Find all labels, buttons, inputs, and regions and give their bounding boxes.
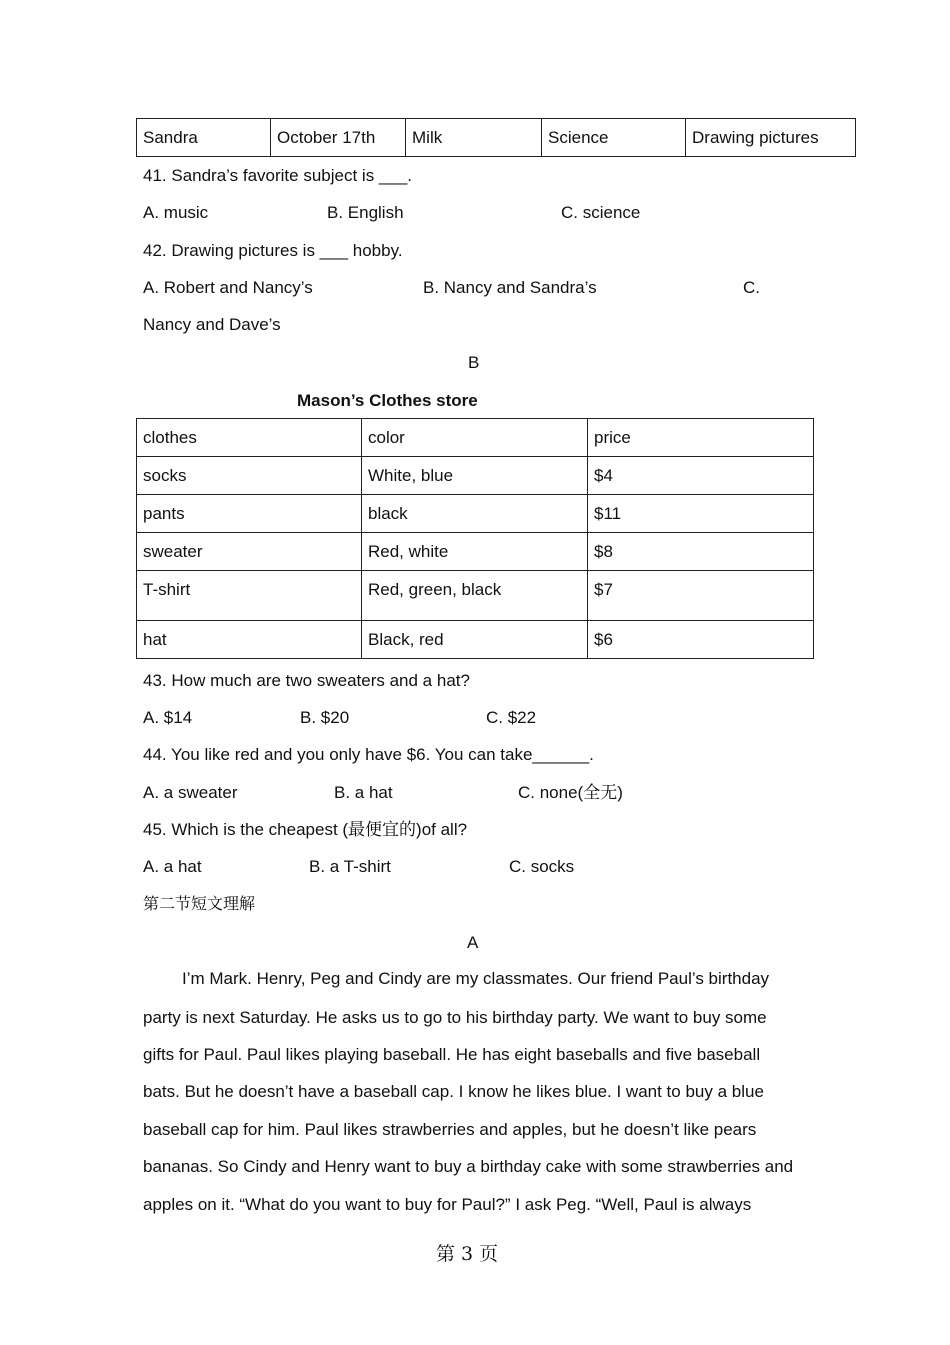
info-table: [136, 118, 856, 157]
option-c-text: Nancy and Dave’s: [143, 315, 281, 334]
question-41: 41. Sandra’s favorite subject is ___.: [143, 166, 413, 185]
passage-line: bats. But he doesn’t have a baseball cap. I know he likes blue. I want to buy a blue: [143, 1082, 764, 1101]
table-cell: $6: [588, 621, 814, 659]
table-cell: $4: [588, 457, 814, 495]
option-c: C. $22: [486, 708, 537, 727]
table-row: [137, 495, 814, 533]
question-43: 43. How much are two sweaters and a hat?: [143, 671, 470, 690]
section-heading-b: B: [468, 353, 480, 372]
table-cell: Sandra: [137, 119, 271, 157]
passage-line: I’m Mark. Henry, Peg and Cindy are my classmates. Our friend Paul’s birthday: [182, 969, 770, 988]
header-cell: color: [362, 419, 588, 457]
table-cell: hat: [137, 621, 362, 659]
part-heading: 第二节短文理解: [143, 894, 256, 913]
table-cell: Black, red: [362, 621, 588, 659]
passage-line: party is next Saturday. He asks us to go to his birthday party. We want to buy some: [143, 1008, 767, 1027]
option-a: A. a sweater: [143, 783, 238, 802]
table-cell: $7: [588, 571, 814, 621]
passage-line: apples on it. “What do you want to buy for Paul?” I ask Peg. “Well, Paul is always: [143, 1195, 752, 1214]
table-cell: T-shirt: [137, 571, 362, 621]
table-cell: black: [362, 495, 588, 533]
table-row: [137, 533, 814, 571]
option-b: B. a T-shirt: [309, 857, 391, 876]
option-a: A. music: [143, 203, 209, 222]
table-header-row: [137, 419, 814, 457]
section-heading-a: A: [467, 933, 479, 952]
passage-line: gifts for Paul. Paul likes playing baseball. He has eight baseballs and five baseball: [143, 1045, 761, 1064]
table-cell: White, blue: [362, 457, 588, 495]
option-b: B. a hat: [334, 783, 393, 802]
store-title: Mason’s Clothes store: [297, 391, 478, 410]
table-cell: Red, white: [362, 533, 588, 571]
table-cell: socks: [137, 457, 362, 495]
table-row: [137, 457, 814, 495]
table-row: [137, 621, 814, 659]
table-cell: sweater: [137, 533, 362, 571]
question-44: 44. You like red and you only have $6. You can take______.: [143, 745, 594, 764]
page-number: 第 3 页: [436, 1243, 499, 1265]
option-c: C. socks: [509, 857, 575, 876]
table-cell: $8: [588, 533, 814, 571]
option-c: C.: [743, 278, 760, 297]
option-b: B. English: [327, 203, 404, 222]
table-cell: Science: [542, 119, 686, 157]
table-row: [137, 571, 814, 621]
table-cell: Milk: [406, 119, 542, 157]
question-42: 42. Drawing pictures is ___ hobby.: [143, 241, 403, 260]
option-a: A. Robert and Nancy’s: [143, 278, 313, 297]
passage-line: baseball cap for him. Paul likes strawberries and apples, but he doesn’t like pears: [143, 1120, 757, 1139]
option-c: C. science: [561, 203, 641, 222]
clothes-table: [136, 418, 814, 659]
table-cell: $11: [588, 495, 814, 533]
option-a: A. a hat: [143, 857, 202, 876]
passage-line: bananas. So Cindy and Henry want to buy a birthday cake with some strawberries and: [143, 1157, 794, 1176]
option-c: C. none(全无): [518, 783, 623, 802]
question-45: 45. Which is the cheapest (最便宜的)of all?: [143, 820, 468, 839]
option-b: B. Nancy and Sandra’s: [423, 278, 597, 297]
table-cell: October 17th: [271, 119, 406, 157]
option-a: A. $14: [143, 708, 193, 727]
option-b: B. $20: [300, 708, 350, 727]
header-cell: clothes: [137, 419, 362, 457]
table-row: [137, 119, 856, 157]
table-cell: Red, green, black: [362, 571, 588, 621]
table-cell: Drawing pictures: [686, 119, 856, 157]
table-cell: pants: [137, 495, 362, 533]
header-cell: price: [588, 419, 814, 457]
